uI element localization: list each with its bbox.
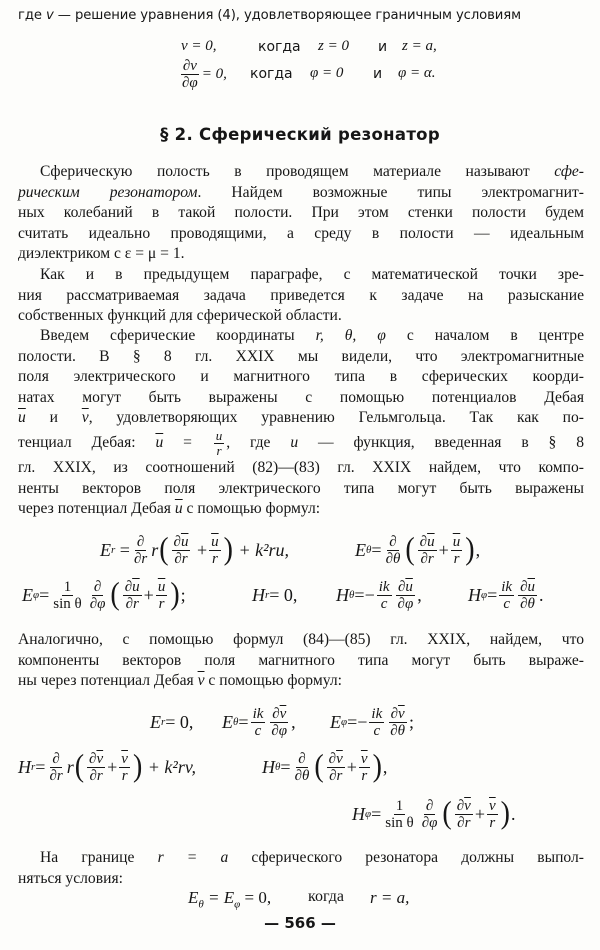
bc2-cond1: φ = 0 bbox=[310, 65, 344, 81]
magnetic-formula-row-3 bbox=[0, 792, 600, 836]
bc2-fraction: $\frac{\partial v}{\partial\varphi}$ bbox=[182, 57, 198, 91]
Hphi-electric: H φ = $\frac{ik}{c}$ $\frac{\partial\overline{u}}{\partial\theta}$ . bbox=[468, 578, 544, 612]
bc1-when: когда bbox=[258, 39, 301, 55]
bc1-cond2: z = a, bbox=[402, 38, 437, 54]
boundary-condition-2 bbox=[0, 56, 600, 96]
intro-text-post: — решение уравнения (4), удовлетворяющее граничным условиям bbox=[53, 8, 521, 23]
page-number: — 566 — bbox=[264, 914, 336, 932]
magnetic-formula-row-1 bbox=[0, 700, 600, 744]
final-lhs: $E_\theta = E_\varphi = 0$, bbox=[188, 888, 272, 911]
paragraph-4: Аналогично, с помощью формул (84)—(85) гл. XXIX, найдем, что компоненты векторов поля магнитного типа могут быть выраже- ны через потенциал Дебая $\overline{v}$ с помощью формул: bbox=[18, 631, 584, 690]
section-heading: § 2. Сферический резонатор bbox=[160, 125, 440, 144]
paragraph-2: Как и в предыдущем параграфе, с математической точки зре- ния рассматриваемая задача приведется к задаче на разыскание собственных функций для сферической области. bbox=[18, 266, 584, 325]
paragraph-1: Сферическую полость в проводящем материале называют сфе- рическим резонатором. Найдем возможные типы электромагнит- ных колебаний в такой полости. При этом стенки полости будем считать идеально проводящими, а среду в полости — идеальным диэлектриком с ε = μ = 1. bbox=[18, 163, 585, 263]
Etheta-electric: E θ = $\frac{\partial}{\partial\theta}$ ( $\frac{\partial\overline{u}}{\partial r}$ + $\frac{\overline{u}}{r}$ ) , bbox=[355, 531, 481, 568]
intro-text-pre: где bbox=[18, 8, 46, 23]
Hr-electric: H r = 0, bbox=[252, 584, 298, 605]
bc1-cond1: z = 0 bbox=[318, 38, 349, 54]
Ephi-magnetic: E φ = − $\frac{ik}{c}$ $\frac{\partial\overline{v}}{\partial\theta}$ ; bbox=[330, 705, 415, 739]
Er-magnetic: E r = 0, bbox=[150, 711, 194, 732]
Hr-magnetic: H r = $\frac{\partial}{\partial r}$ r ( $\frac{\partial\overline{v}}{\partial r}$ + $\frac{\overline{v}}{r}$ ) + k²rv, bbox=[18, 748, 196, 785]
final-when: когда bbox=[308, 888, 344, 905]
Hphi-magnetic: H φ = $\frac{1}{\text{sin θ}}$ $\frac{\partial}{\partial\varphi}$ ( $\frac{\partial\overline{v}}{\partial r}$ + $\frac{\overline{v}}{r}$ ) . bbox=[352, 795, 516, 832]
intro-line bbox=[18, 8, 588, 23]
bc2-and: и bbox=[373, 66, 383, 82]
electric-formula-row-1 bbox=[0, 528, 600, 572]
paragraph-3: Введем сферические координаты r, θ, φ с началом в центре полости. В § 8 гл. XXIX мы видели, что электромагнитные поля электрического и магнитного типа в сферических коорди- натах могут быть выражены с помощью потенциалов Дебая $\overline{u}$ и $\overline{v}$, удовлетворяющих уравнению Гельмгольца. Так как по- тенциал Дебая: $\overline{u}$ = $\frac{u}{r}$ , где u — функция, введенная в § 8 гл. XXIX, из соотношений (82)—(83) гл. XXIX найдем, что компо- ненты векторов поля электрического типа могут быть выражены через потенциал Дебая $\overline{u}$ с помощью формул: bbox=[18, 327, 585, 518]
intro-variable: v bbox=[45, 8, 54, 23]
electric-formula-row-2 bbox=[0, 573, 600, 617]
bc2-eq: = 0, bbox=[201, 65, 227, 82]
bc2-when: когда bbox=[250, 66, 293, 82]
magnetic-formula-row-2 bbox=[0, 745, 600, 789]
Htheta-electric: H θ = − $\frac{ik}{c}$ $\frac{\partial\overline{u}}{\partial\varphi}$ , bbox=[336, 578, 422, 612]
bc1-lhs: v = 0, bbox=[181, 38, 217, 54]
Ephi-electric: E φ = $\frac{1}{\text{sin θ}}$ $\frac{\partial}{\partial\varphi}$ ( $\frac{\partial\overline{u}}{\partial r}$ + $\frac{\overline{u}}{r}$ ) ; bbox=[22, 576, 186, 613]
Er-electric: E r = $\frac{\partial}{\partial r}$ r ( $\frac{\partial\overline{u}}{\partial r}$ + $\frac{\overline{u}}{r}$ ) + k²ru, bbox=[100, 531, 289, 568]
bc1-and: и bbox=[378, 39, 388, 55]
Etheta-magnetic: E θ = $\frac{ik}{c}$ $\frac{\partial\overline{v}}{\partial\varphi}$ , bbox=[222, 705, 296, 739]
final-cond: r = a, bbox=[370, 888, 410, 907]
bc2-cond2: φ = α. bbox=[398, 65, 436, 81]
Htheta-magnetic: H θ = $\frac{\partial}{\partial\theta}$ ( $\frac{\partial\overline{v}}{\partial r}$ + $\frac{\overline{v}}{r}$ ) , bbox=[262, 748, 388, 785]
paragraph-5: На границе r = a сферического резонатора должны выпол- няться условия: bbox=[18, 849, 584, 887]
